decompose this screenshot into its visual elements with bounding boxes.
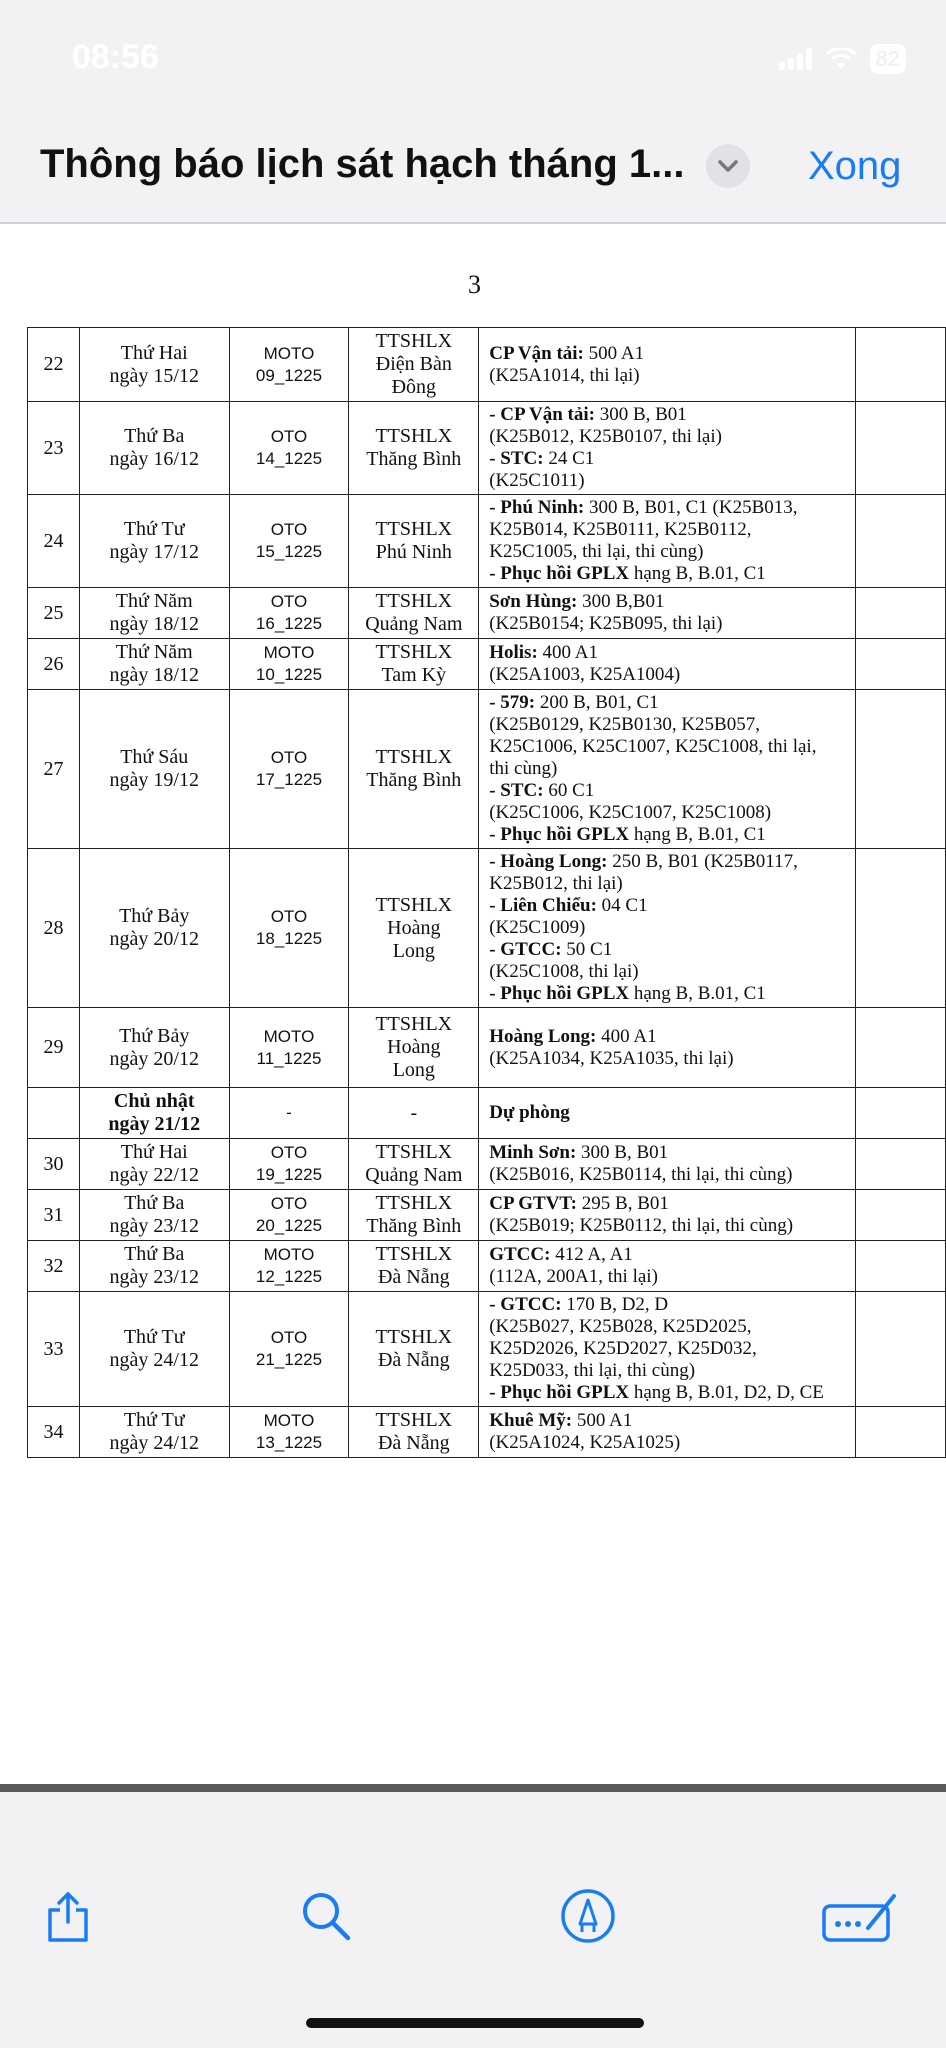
table-row	[28, 1241, 946, 1292]
table-row	[28, 1190, 946, 1241]
row-number: 24	[28, 495, 80, 588]
exam-details: - Phú Ninh: 300 B, B01, C1 (K25B013, K25B014, K25B0111, K25B0112, K25C1005, thi lại, thi cùng) - Phục hồi GPLX hạng B, B.01, C1	[479, 495, 856, 588]
notes-cell	[856, 849, 946, 1008]
page-number: 3	[468, 270, 481, 299]
exam-details: Minh Sơn: 300 B, B01 (K25B016, K25B0114, thi lại, thi cùng)	[479, 1139, 856, 1190]
notes-cell	[856, 1292, 946, 1407]
exam-details: GTCC: 412 A, A1 (112A, 200A1, thi lại)	[479, 1241, 856, 1292]
table-row	[28, 1292, 946, 1407]
row-number: 29	[28, 1008, 80, 1088]
share-icon	[40, 1888, 96, 1944]
exam-venue: TTSHLX Thăng Bình	[349, 690, 479, 849]
exam-date: Chủ nhật ngày 21/12	[79, 1088, 229, 1139]
row-number: 25	[28, 588, 80, 639]
search-button[interactable]	[298, 1888, 354, 1944]
row-number: 34	[28, 1407, 80, 1458]
notes-cell	[856, 402, 946, 495]
exam-schedule-table	[27, 327, 946, 1458]
row-number: 23	[28, 402, 80, 495]
exam-date: Thứ Sáu ngày 19/12	[79, 690, 229, 849]
exam-code: OTO 16_1225	[229, 588, 349, 639]
status-time: 08:56	[72, 38, 159, 76]
exam-date: Thứ Năm ngày 18/12	[79, 639, 229, 690]
exam-date: Thứ Hai ngày 22/12	[79, 1139, 229, 1190]
exam-details: Dự phòng	[479, 1088, 856, 1139]
table-row	[28, 1088, 946, 1139]
exam-date: Thứ Ba ngày 16/12	[79, 402, 229, 495]
exam-venue: TTSHLX Thăng Bình	[349, 402, 479, 495]
notes-cell	[856, 1241, 946, 1292]
exam-details: - Hoàng Long: 250 B, B01 (K25B0117, K25B012, thi lại) - Liên Chiểu: 04 C1 (K25C1009) - GTCC: 50 C1 (K25C1008, thi lại) - Phục hồi GPLX hạng B, B.01, C1	[479, 849, 856, 1008]
notes-cell	[856, 1008, 946, 1088]
exam-venue: TTSHLX Đà Nẵng	[349, 1407, 479, 1458]
exam-details: Hoàng Long: 400 A1 (K25A1034, K25A1035, thi lại)	[479, 1008, 856, 1088]
document-title: Thông báo lịch sát hạch tháng 1...	[40, 142, 685, 186]
share-button[interactable]	[40, 1888, 96, 1944]
exam-code: MOTO 09_1225	[229, 328, 349, 402]
exam-code: OTO 18_1225	[229, 849, 349, 1008]
exam-date: Thứ Tư ngày 24/12	[79, 1407, 229, 1458]
exam-venue: TTSHLX Điện Bàn Đông	[349, 328, 479, 402]
notes-cell	[856, 495, 946, 588]
title-menu-button[interactable]	[706, 144, 750, 188]
bottom-toolbar	[0, 1792, 946, 2048]
signature-button[interactable]	[820, 1888, 900, 1944]
exam-venue: TTSHLX Phú Ninh	[349, 495, 479, 588]
exam-code: OTO 20_1225	[229, 1190, 349, 1241]
table-row	[28, 328, 946, 402]
exam-venue: TTSHLX Đà Nẵng	[349, 1241, 479, 1292]
table-row	[28, 1139, 946, 1190]
signature-icon	[820, 1888, 900, 1944]
exam-code: -	[229, 1088, 349, 1139]
exam-venue: TTSHLX Quảng Nam	[349, 1139, 479, 1190]
exam-date: Thứ Ba ngày 23/12	[79, 1241, 229, 1292]
exam-venue: TTSHLX Quảng Nam	[349, 588, 479, 639]
table-row	[28, 639, 946, 690]
exam-details: - 579: 200 B, B01, C1 (K25B0129, K25B0130, K25B057, K25C1006, K25C1007, K25C1008, thi lại, thi cùng) - STC: 60 C1 (K25C1006, K25C1007, K25C1008) - Phục hồi GPLX hạng B, B.01, C1	[479, 690, 856, 849]
battery-icon: 82	[870, 44, 906, 74]
table-row	[28, 588, 946, 639]
search-icon	[298, 1888, 354, 1944]
done-button[interactable]: Xong	[808, 144, 902, 188]
exam-details: Khuê Mỹ: 500 A1 (K25A1024, K25A1025)	[479, 1407, 856, 1458]
row-number: 30	[28, 1139, 80, 1190]
row-number	[28, 1088, 80, 1139]
markup-button[interactable]	[560, 1888, 616, 1944]
exam-code: MOTO 12_1225	[229, 1241, 349, 1292]
home-indicator	[306, 2018, 644, 2028]
row-number: 31	[28, 1190, 80, 1241]
row-number: 32	[28, 1241, 80, 1292]
exam-details: Holis: 400 A1 (K25A1003, K25A1004)	[479, 639, 856, 690]
notes-cell	[856, 639, 946, 690]
exam-code: MOTO 10_1225	[229, 639, 349, 690]
table-row	[28, 495, 946, 588]
notes-cell	[856, 1190, 946, 1241]
wifi-icon	[826, 48, 856, 70]
markup-icon	[560, 1888, 616, 1944]
status-icons	[779, 44, 906, 74]
table-row	[28, 402, 946, 495]
exam-date: Thứ Tư ngày 24/12	[79, 1292, 229, 1407]
exam-code: MOTO 13_1225	[229, 1407, 349, 1458]
table-row	[28, 1008, 946, 1088]
signal-icon	[779, 48, 812, 70]
exam-details: CP GTVT: 295 B, B01 (K25B019; K25B0112, thi lại, thi cùng)	[479, 1190, 856, 1241]
exam-venue: TTSHLX Hoàng Long	[349, 849, 479, 1008]
exam-date: Thứ Năm ngày 18/12	[79, 588, 229, 639]
table-row	[28, 690, 946, 849]
exam-venue: TTSHLX Hoàng Long	[349, 1008, 479, 1088]
exam-venue: TTSHLX Đà Nẵng	[349, 1292, 479, 1407]
exam-details: - GTCC: 170 B, D2, D (K25B027, K25B028, K25D2025, K25D2026, K25D2027, K25D032, K25D033, thi lại, thi cùng) - Phục hồi GPLX hạng B, B.01, D2, D, CE	[479, 1292, 856, 1407]
notes-cell	[856, 1088, 946, 1139]
table-row	[28, 1407, 946, 1458]
page-edge	[0, 1784, 946, 1792]
row-number: 33	[28, 1292, 80, 1407]
row-number: 22	[28, 328, 80, 402]
exam-code: MOTO 11_1225	[229, 1008, 349, 1088]
row-number: 27	[28, 690, 80, 849]
exam-date: Thứ Tư ngày 17/12	[79, 495, 229, 588]
exam-date: Thứ Ba ngày 23/12	[79, 1190, 229, 1241]
exam-code: OTO 21_1225	[229, 1292, 349, 1407]
status-bar	[0, 0, 946, 110]
exam-details: - CP Vận tải: 300 B, B01 (K25B012, K25B0107, thi lại) - STC: 24 C1 (K25C1011)	[479, 402, 856, 495]
exam-details: CP Vận tải: 500 A1 (K25A1014, thi lại)	[479, 328, 856, 402]
exam-code: OTO 14_1225	[229, 402, 349, 495]
exam-venue: -	[349, 1088, 479, 1139]
exam-details: Sơn Hùng: 300 B,B01 (K25B0154; K25B095, thi lại)	[479, 588, 856, 639]
notes-cell	[856, 328, 946, 402]
notes-cell	[856, 588, 946, 639]
document-page[interactable]	[0, 224, 946, 1784]
notes-cell	[856, 1407, 946, 1458]
notes-cell	[856, 690, 946, 849]
table-row	[28, 849, 946, 1008]
exam-date: Thứ Hai ngày 15/12	[79, 328, 229, 402]
row-number: 26	[28, 639, 80, 690]
chevron-down-icon	[706, 144, 750, 188]
exam-code: OTO 15_1225	[229, 495, 349, 588]
exam-venue: TTSHLX Thăng Bình	[349, 1190, 479, 1241]
navigation-header	[0, 120, 946, 220]
row-number: 28	[28, 849, 80, 1008]
exam-date: Thứ Bảy ngày 20/12	[79, 849, 229, 1008]
notes-cell	[856, 1139, 946, 1190]
exam-code: OTO 19_1225	[229, 1139, 349, 1190]
exam-code: OTO 17_1225	[229, 690, 349, 849]
exam-venue: TTSHLX Tam Kỳ	[349, 639, 479, 690]
exam-date: Thứ Bảy ngày 20/12	[79, 1008, 229, 1088]
